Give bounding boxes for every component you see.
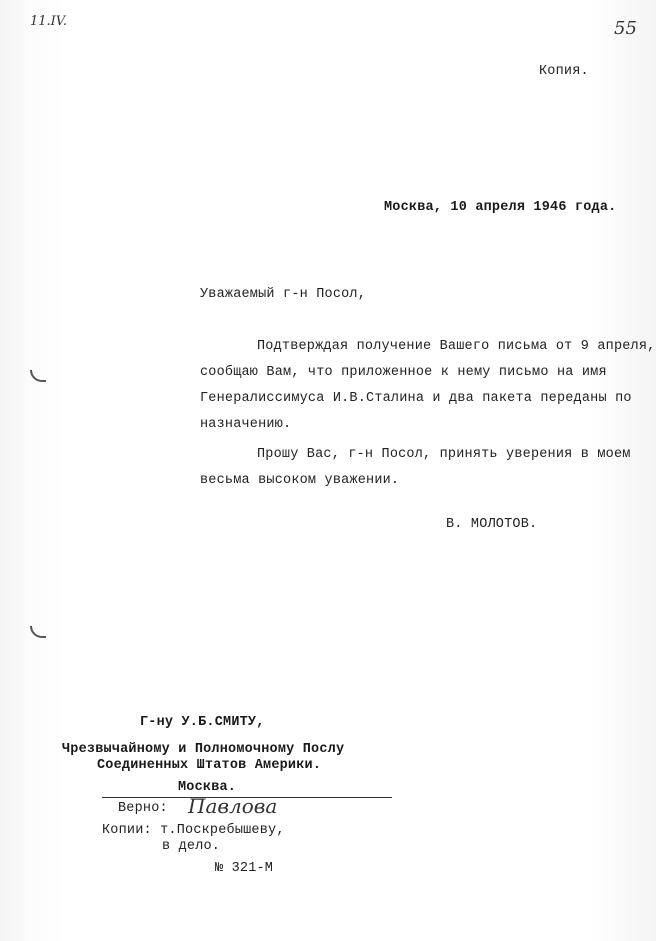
- document-number: № 321-М: [215, 861, 274, 876]
- body-line-2: сообщаю Вам, что приложенное к нему письмо на имя: [200, 365, 607, 380]
- verified-label: Верно:: [118, 801, 168, 816]
- punch-hole-mark: [30, 626, 46, 638]
- closing-line-1: Прошу Вас, г-н Посол, принять уверения в моем: [257, 447, 631, 462]
- body-line-3: Генералиссимуса И.В.Сталина и два пакета переданы по: [200, 391, 632, 406]
- addressee-title-2: Соединенных Штатов Америки.: [97, 758, 322, 773]
- archive-corner-mark: 11.IV.: [30, 14, 68, 29]
- signature: В. МОЛОТОВ.: [446, 517, 538, 532]
- salutation: Уважаемый г-н Посол,: [200, 287, 367, 302]
- punch-hole-mark: [30, 370, 46, 382]
- addressee-name: Г-ну У.Б.СМИТУ,: [140, 715, 265, 730]
- copy-label: Копия.: [539, 64, 589, 79]
- closing-line-2: весьма высоком уважении.: [200, 473, 400, 488]
- body-line-1: Подтверждая получение Вашего письма от 9 апреля,: [257, 339, 656, 354]
- copies-line-2: в дело.: [162, 839, 221, 854]
- body-line-4: назначению.: [200, 417, 292, 432]
- archive-page-number: 55: [614, 18, 637, 39]
- verified-signature: Павлова: [188, 794, 278, 818]
- addressee-city: Москва.: [178, 780, 237, 795]
- copies-label: Копии: т.Поскребышеву,: [102, 823, 285, 838]
- addressee-title-1: Чрезвычайному и Полномочному Послу: [62, 742, 345, 757]
- date-line: Москва, 10 апреля 1946 года.: [384, 200, 617, 215]
